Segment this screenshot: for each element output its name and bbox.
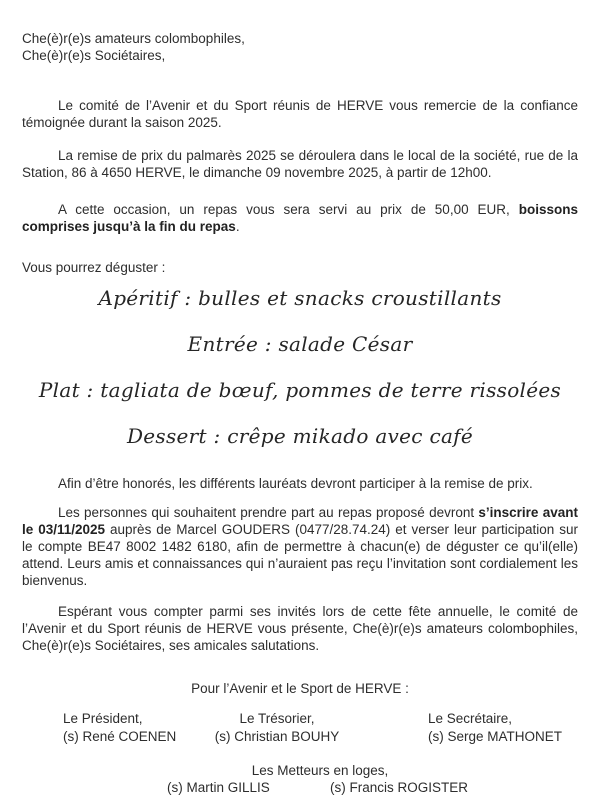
paragraph-meal-price xyxy=(22,201,578,235)
menu-item-plat: Plat : tagliata de bœuf, pommes de terre rissolées xyxy=(38,378,562,402)
president-title: Le Président, xyxy=(63,711,143,726)
signature-heading: Pour l’Avenir et le Sport de HERVE : xyxy=(191,681,409,696)
salutation-line-societaires: Che(è)r(e)s Sociétaires, xyxy=(22,48,166,63)
signature-tresorier xyxy=(204,710,350,745)
registration-details: auprès de Marcel GOUDERS (0477/28.74.24) et verser leur participation sur le compte BE47 8002 1482 6180, afin de permettre à chacun(e) de déguster ce qu’il(elle) attend. Leurs amis et connaissances qui n’auraient pas reçu l’invitation sont cordialement les bienvenus. xyxy=(22,522,578,588)
meal-price-period: . xyxy=(235,219,240,234)
paragraph-event-details: La remise de prix du palmarès 2025 se déroulera dans le local de la société, rue de la Station, 86 à 4650 HERVE, le dimanche 09 novembre 2025, à partir de 12h00. xyxy=(22,148,578,180)
menu-item-dessert: Dessert : crêpe mikado avec café xyxy=(126,424,474,448)
tresorier-title: Le Trésorier, xyxy=(239,711,315,726)
registration-deadline-bold: s’inscrire avant le 03/11/2025 xyxy=(22,505,578,537)
president-name: (s) René COENEN xyxy=(63,728,177,744)
loges-name-gillis: (s) Martin GILLIS xyxy=(167,780,270,795)
meal-price-bold-text: boissons comprises jusqu’à la fin du repas xyxy=(22,202,578,234)
registration-text: Les personnes qui souhaitent prendre part au repas proposé devront xyxy=(58,505,479,520)
paragraph-registration xyxy=(22,504,578,589)
secretaire-title: Le Secrétaire, xyxy=(428,711,513,726)
menu-intro: Vous pourrez déguster : xyxy=(22,260,166,275)
signature-secretaire xyxy=(428,710,562,745)
salutation-line-amateurs: Che(è)r(e)s amateurs colombophiles, xyxy=(22,31,245,46)
paragraph-laureates: Afin d’être honorés, les différents lauréats devront participer à la remise de prix. xyxy=(58,476,533,491)
tresorier-name: (s) Christian BOUHY xyxy=(214,728,340,744)
menu-item-aperitif: Apéritif : bulles et snacks croustillants xyxy=(98,286,502,310)
loges-name-rogister: (s) Francis ROGISTER xyxy=(330,780,469,795)
menu-item-entree: Entrée : salade César xyxy=(187,332,413,356)
salutation xyxy=(22,30,578,64)
meal-price-text: A cette occasion, un repas vous sera servi au prix de 50,00 EUR, xyxy=(58,202,519,217)
paragraph-thanks: Le comité de l’Avenir et du Sport réunis de HERVE vous remercie de la confiance témoignée durant la saison 2025. xyxy=(22,98,578,130)
loges-title: Les Metteurs en loges, xyxy=(251,763,389,778)
paragraph-closing: Espérant vous compter parmi ses invités lors de cette fête annuelle, le comité de l’Avenir et du Sport réunis de HERVE vous présente, Che(è)r(e)s amateurs colombophiles, Che(è)r(e)s Sociétaires, ses amicales salutations. xyxy=(22,604,578,653)
secretaire-name: (s) Serge MATHONET xyxy=(428,728,563,744)
signature-block xyxy=(22,710,578,802)
signature-president xyxy=(63,710,176,745)
